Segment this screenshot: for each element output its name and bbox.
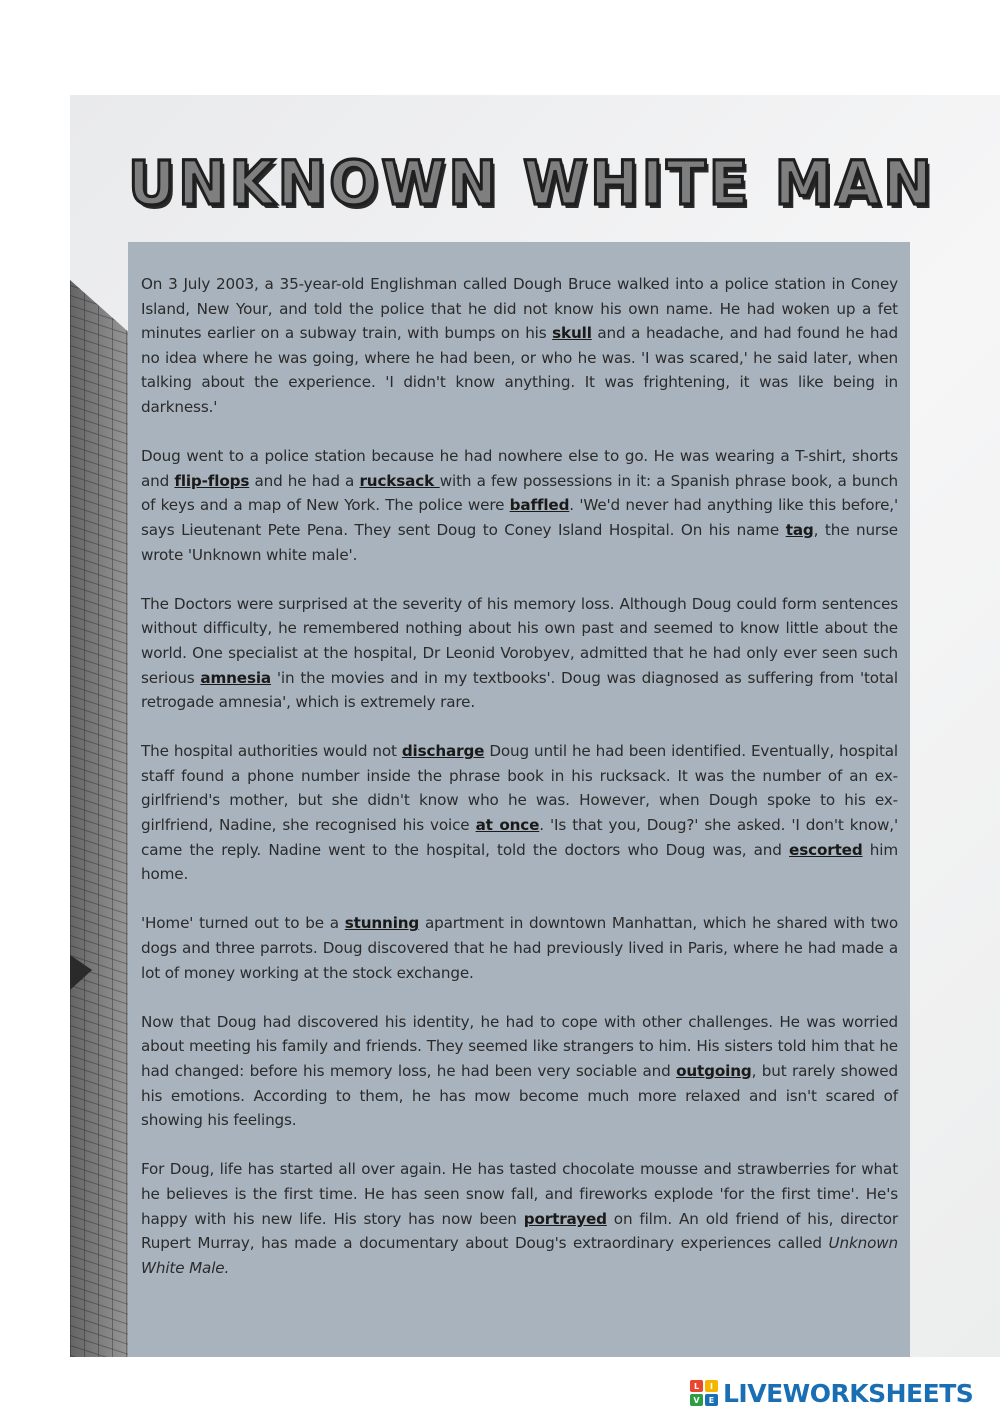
text-run: him home. (141, 840, 898, 884)
text-run: The Doctors were surprised at the severity of his memory loss. Although Doug could form sentences without difficulty, he remembered nothing about his own past and seemed to know little about the world. One specialist at the hospital, Dr Leonid Vorobyev, admitted that he had only ever seen such serious (141, 594, 898, 687)
paragraph-1 (141, 272, 898, 420)
vocabulary-keyword: amnesia (200, 668, 272, 687)
reading-text-box (128, 242, 910, 1357)
text-run: on film. An old friend of his, director Rupert Murray, has made a documentary about Doug's extraordinary experiences called (141, 1209, 898, 1253)
vocabulary-keyword: portrayed (523, 1209, 607, 1228)
vocabulary-keyword: flip-flops (174, 471, 250, 490)
logo-letter-i: I (710, 1382, 713, 1391)
paragraph-4 (141, 739, 898, 887)
text-run: with a few possessions in it: a Spanish phrase book, a bunch of keys and a map of New York. The police were (141, 471, 899, 515)
text-run: 'Home' turned out to be a (141, 914, 345, 933)
vocabulary-keyword: discharge (401, 742, 485, 761)
vocabulary-keyword: baffled (509, 496, 570, 515)
text-run: and a headache, and had found he had no idea where he was going, where he had been, or who he was. 'I was scared,' he said later, when talking about the experience. 'I didn't know anything. It was frightening, it was like being in darkness.' (141, 324, 898, 416)
text-run: . 'Is that you, Doug?' she asked. 'I don't know,' came the reply. Nadine went to the hospital, told the doctors who Doug was, and (141, 816, 898, 859)
vocabulary-keyword: rucksack (359, 471, 440, 490)
text-run: On 3 July 2003, a 35-year-old Englishman called Dough Bruce walked into a police station in Coney Island, New Your, and told the police that he did not know his own name. He had woken up a fet minutes earlier on a subway train, with bumps on his (141, 275, 898, 343)
logo-letter-l: L (693, 1382, 700, 1391)
text-run: apartment in downtown Manhattan, which he shared with two dogs and three parrots. Doug discovered that he had previously lived in Paris, where he had made a lot of money working at the stock exchange. (141, 914, 898, 982)
film-title: Unknown White Male. (141, 1234, 898, 1277)
paragraph-5 (141, 911, 898, 985)
text-run: The hospital authorities would not (141, 742, 402, 761)
text-run: 'in the movies and in my textbooks'. Doug was diagnosed as suffering from 'total retrogade amnesia', which is extremely rare. (141, 668, 898, 712)
paragraph-2 (141, 444, 898, 567)
vocabulary-keyword: tag (785, 520, 814, 539)
text-run: Now that Doug had discovered his identity, he had to cope with other challenges. He was worried about meeting his family and friends. They seemed like strangers to him. His sisters told him that he had changed: before his memory loss, he had been very sociable and (141, 1012, 898, 1080)
text-run: Doug until he had been identified. Eventually, hospital staff found a phone number inside the phrase book in his rucksack. It was the number of an ex-girlfriend's mother, but she didn't know who he was. However, when Dough spoke to his ex-girlfriend, Nadine, she recognised his voice (141, 742, 898, 835)
text-run: , the nurse wrote 'Unknown white male'. (141, 520, 898, 564)
liveworksheets-name: LIVEWORKSHEETS (723, 1378, 974, 1408)
vocabulary-keyword: outgoing (676, 1062, 752, 1080)
paragraph-6 (141, 1010, 898, 1133)
worksheet-page (70, 95, 1000, 1357)
logo-letter-v: V (693, 1396, 700, 1405)
text-run: , but rarely showed his emotions. According to them, he has mow become much more relaxed and isn't scared of showing his feelings. (141, 1062, 898, 1130)
text-run: and he had a (249, 471, 360, 490)
paragraph-7 (141, 1157, 898, 1280)
vocabulary-keyword: escorted (789, 840, 863, 859)
vocabulary-keyword: at once (475, 816, 540, 835)
logo-letter-e: E (708, 1396, 715, 1405)
text-run: For Doug, life has started all over again. He has tasted chocolate mousse and strawberries for what he believes is the first time. He has seen snow fall, and fireworks explode 'for the first time'. He's happy with his new life. His story has now been (141, 1160, 898, 1228)
paragraph-3 (141, 592, 898, 715)
text-run: . 'We'd never had anything like this before,' says Lieutenant Pete Pena. They sent Doug to Coney Island Hospital. On his name (141, 496, 898, 539)
vocabulary-keyword: stunning (344, 914, 420, 933)
liveworksheets-logo-icon (690, 1380, 720, 1406)
liveworksheets-brand[interactable] (690, 1378, 973, 1408)
worksheet-title: UNKNOWN WHITE MAN (128, 147, 935, 219)
vocabulary-keyword: skull (552, 324, 592, 343)
text-run: Doug went to a police station because he had nowhere else to go. He was wearing a T-shirt, shorts and (141, 447, 898, 490)
